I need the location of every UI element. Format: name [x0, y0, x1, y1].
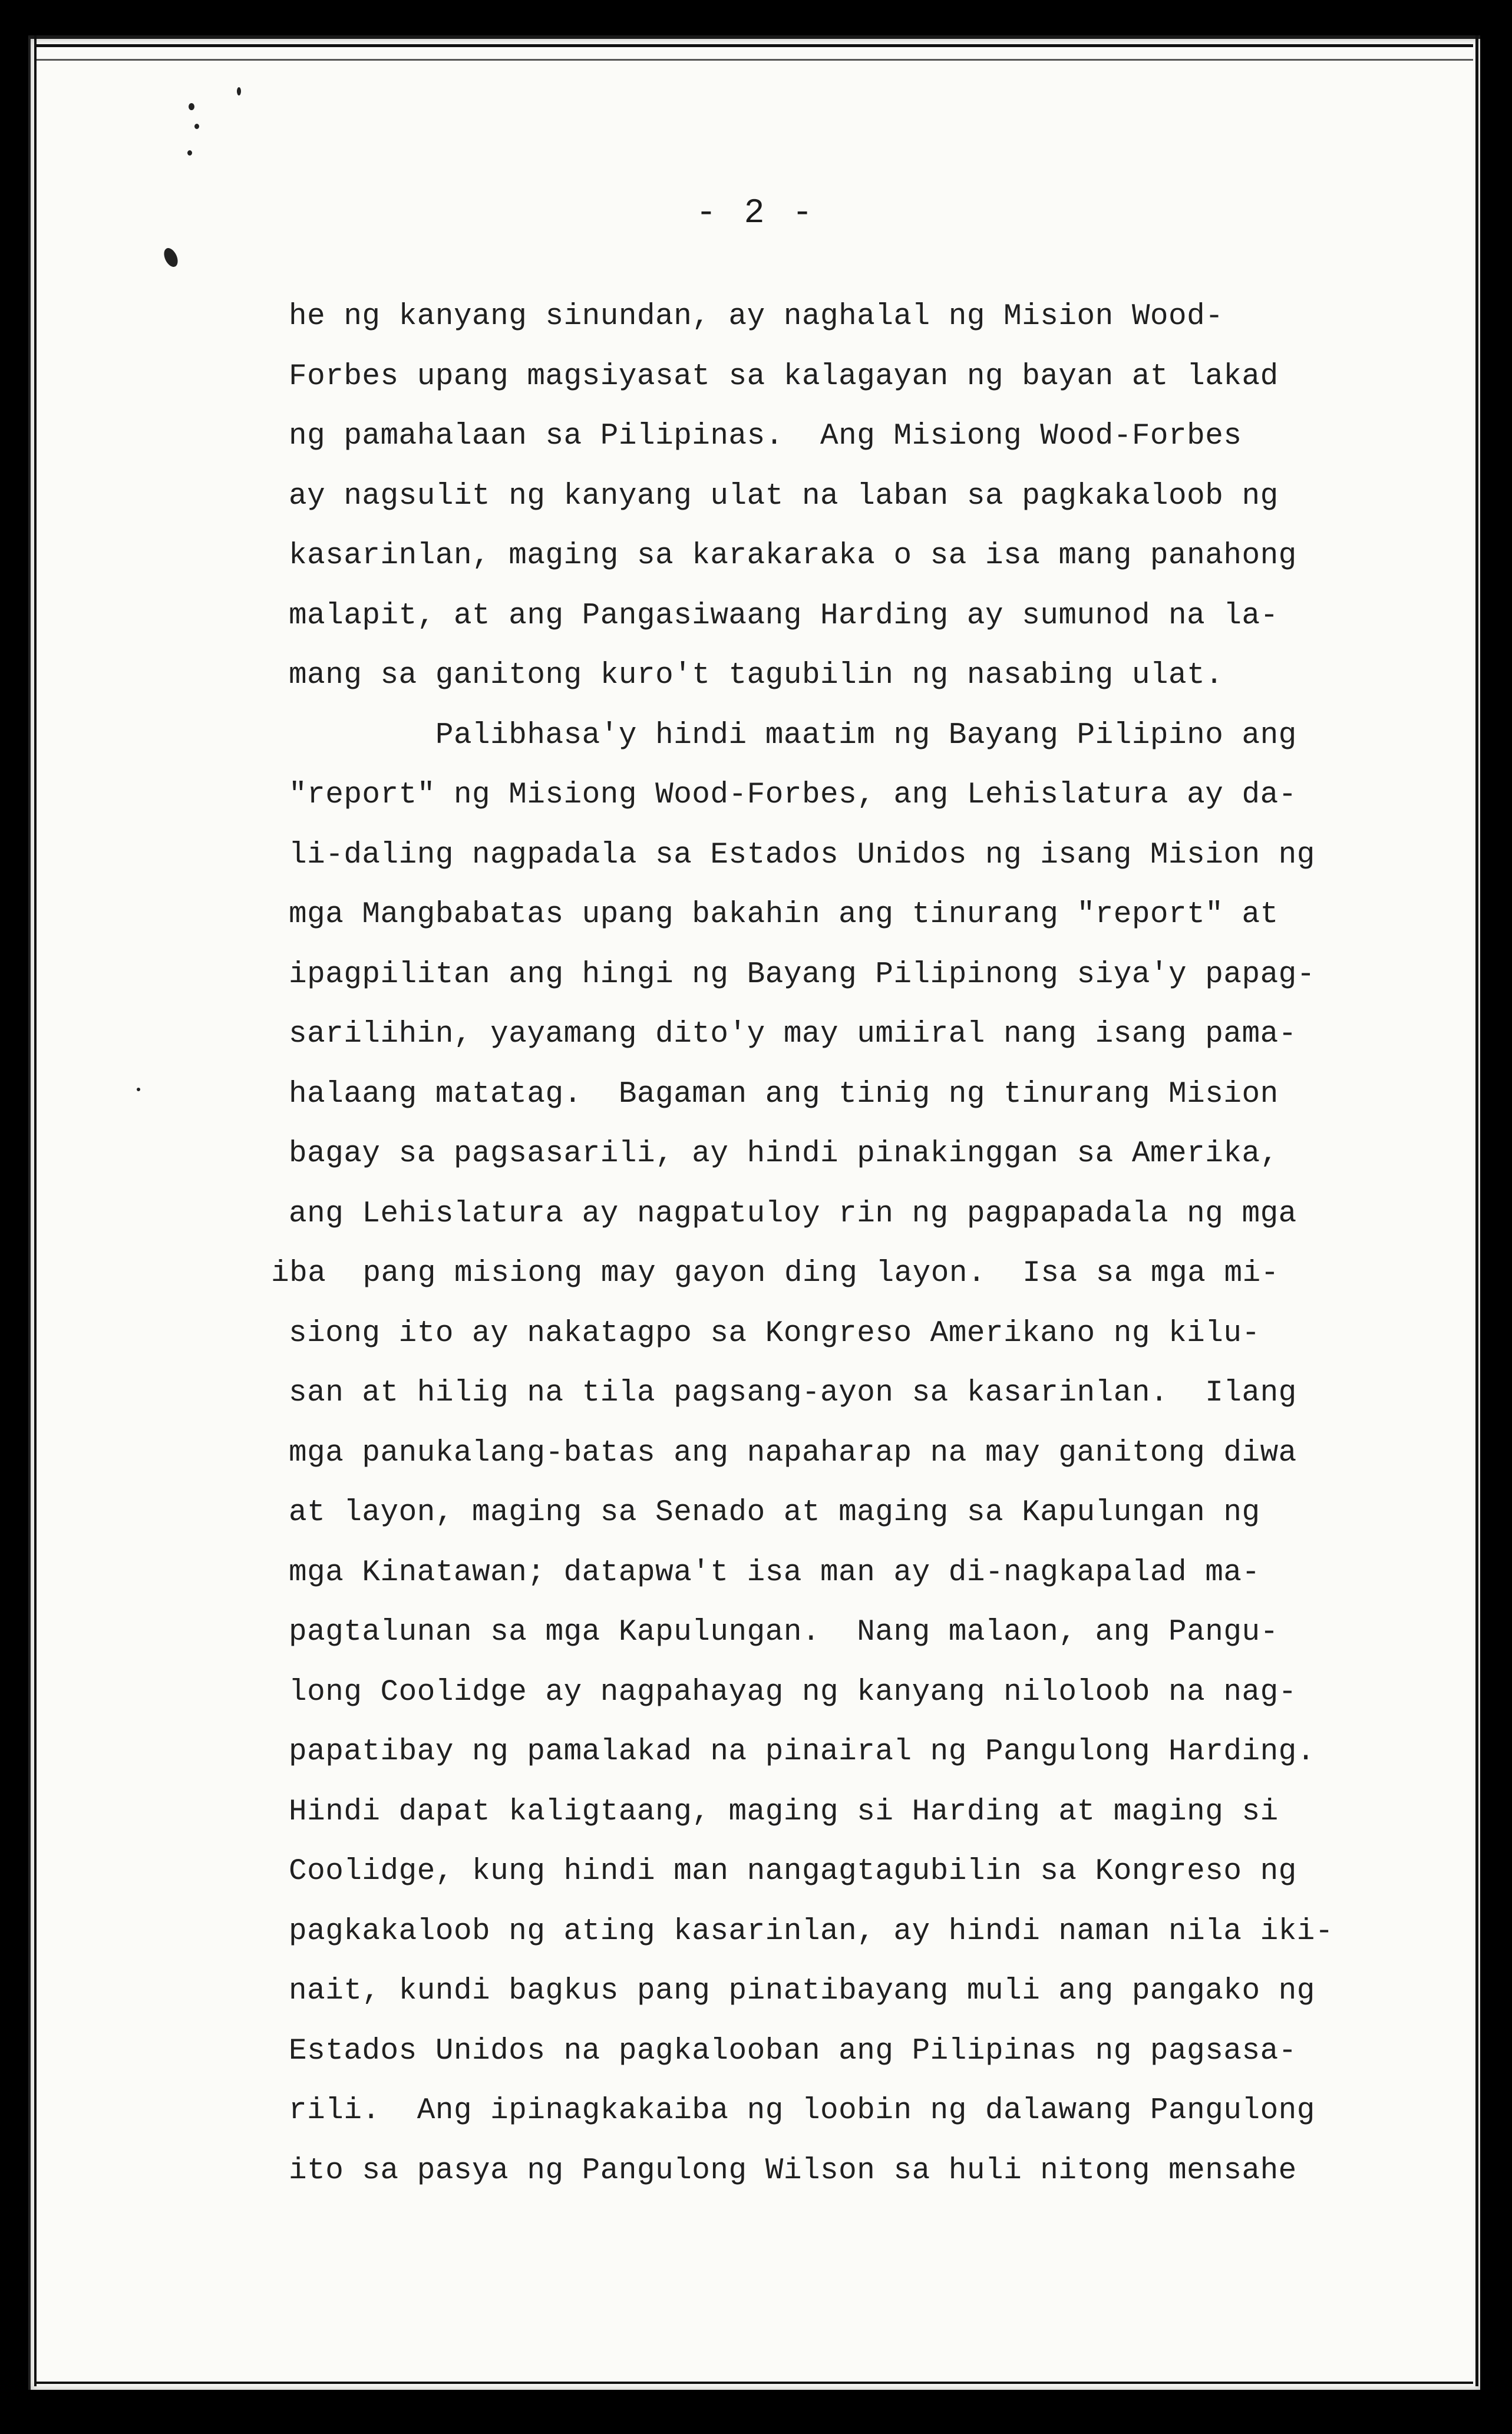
- text-line: mga panukalang-batas ang napaharap na may ganitong diwa: [289, 1436, 1297, 1470]
- text-line: Forbes upang magsiyasat sa kalagayan ng bayan at lakad: [289, 359, 1279, 394]
- body-text: [271, 287, 1333, 2201]
- left-edge-line: [34, 35, 37, 2386]
- text-line: halaang matatag. Bagaman ang tinig ng tinurang Mision: [289, 1077, 1279, 1111]
- text-line: Estados Unidos na pagkalooban ang Pilipinas ng pagsasa-: [289, 2034, 1297, 2068]
- text-line: ipagpilitan ang hingi ng Bayang Pilipinong siya'y papag-: [289, 957, 1315, 992]
- text-line: "report" ng Misiong Wood-Forbes, ang Lehislatura ay da-: [289, 778, 1297, 812]
- text-line: mga Kinatawan; datapwa't isa man ay di-nagkapalad ma-: [289, 1555, 1260, 1590]
- margin-mark: [137, 1088, 140, 1091]
- text-line: ito sa pasya ng Pangulong Wilson sa huli nitong mensahe: [289, 2154, 1297, 2188]
- text-line: siong ito ay nakatagpo sa Kongreso Amerikano ng kilu-: [289, 1316, 1260, 1350]
- top-edge-line: [35, 44, 1473, 47]
- page-number: - 2 -: [695, 194, 817, 233]
- text-line: Hindi dapat kaligtaang, maging si Harding at maging si: [289, 1795, 1279, 1829]
- text-line: li-daling nagpadala sa Estados Unidos ng isang Mision ng: [289, 838, 1315, 872]
- text-line: san at hilig na tila pagsang-ayon sa kasarinlan. Ilang: [289, 1376, 1297, 1410]
- text-line: ang Lehislatura ay nagpatuloy rin ng pagpapadala ng mga: [289, 1197, 1297, 1231]
- text-line: iba pang misiong may gayon ding layon. Isa sa mga mi-: [271, 1257, 1279, 1290]
- text-line: he ng kanyang sinundan, ay naghalal ng Mision Wood-: [289, 300, 1224, 333]
- text-line: malapit, at ang Pangasiwaang Harding ay sumunod na la-: [289, 599, 1279, 633]
- margin-mark: [194, 124, 199, 129]
- text-line: sarilihin, yayamang dito'y may umiiral nang isang pama-: [289, 1018, 1297, 1051]
- text-line: nait, kundi bagkus pang pinatibayang muli ang pangako ng: [289, 1974, 1315, 2008]
- text-line: papatibay ng pamalakad na pinairal ng Pangulong Harding.: [289, 1735, 1315, 1769]
- text-line: ay nagsulit ng kanyang ulat na laban sa pagkakaloob ng: [289, 479, 1279, 513]
- margin-mark: [187, 150, 192, 156]
- margin-mark: [189, 103, 194, 110]
- text-line: mga Mangbabatas upang bakahin ang tinurang "report" at: [289, 898, 1279, 932]
- text-line: kasarinlan, maging sa karakaraka o sa isa mang panahong: [289, 539, 1297, 573]
- text-line: pagkakaloob ng ating kasarinlan, ay hindi naman nila iki-: [289, 1914, 1333, 1948]
- right-edge-line: [1475, 35, 1478, 2386]
- text-line: bagay sa pagsasarili, ay hindi pinakinggan sa Amerika,: [289, 1137, 1279, 1171]
- text-line: Coolidge, kung hindi man nangagtagubilin sa Kongreso ng: [289, 1855, 1297, 1888]
- bottom-edge-line: [35, 2382, 1473, 2384]
- text-line: pagtalunan sa mga Kapulungan. Nang malaon, ang Pangu-: [289, 1616, 1279, 1649]
- top-edge-line-2: [35, 59, 1473, 61]
- margin-mark: [237, 87, 241, 95]
- text-line: mang sa ganitong kuro't tagubilin ng nasabing ulat.: [289, 659, 1224, 692]
- text-line: ng pamahalaan sa Pilipinas. Ang Misiong Wood-Forbes: [289, 420, 1242, 453]
- text-line: long Coolidge ay nagpahayag ng kanyang niloloob na nag-: [289, 1675, 1297, 1709]
- text-line: Palibhasa'y hindi maatim ng Bayang Pilipino ang: [289, 718, 1297, 752]
- text-line: at layon, maging sa Senado at maging sa Kapulungan ng: [289, 1496, 1260, 1530]
- text-line: rili. Ang ipinagkakaiba ng loobin ng dalawang Pangulong: [289, 2094, 1315, 2128]
